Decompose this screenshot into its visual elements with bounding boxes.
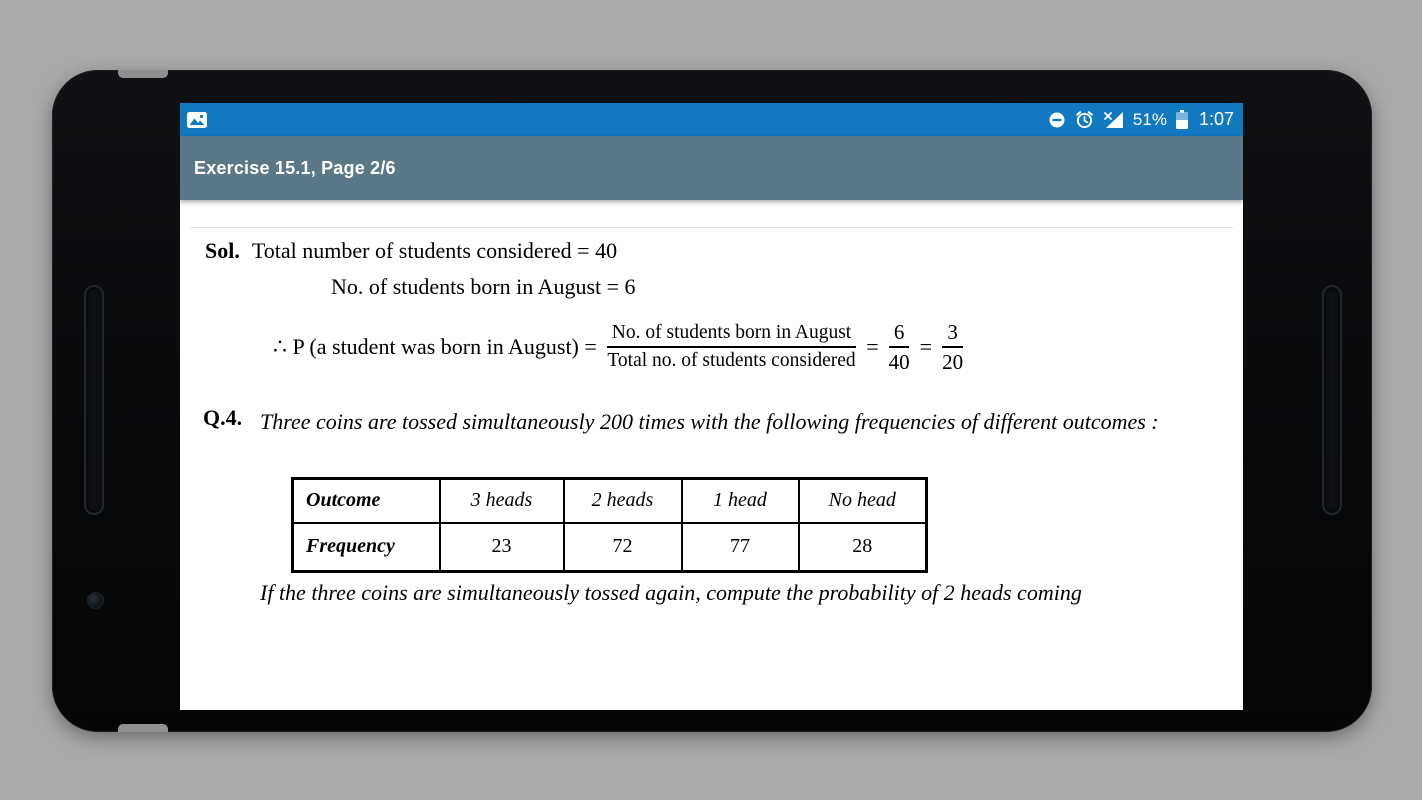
table-cell: 72 bbox=[564, 523, 682, 572]
do-not-disturb-icon bbox=[1048, 111, 1066, 129]
page-title: Exercise 15.1, Page 2/6 bbox=[194, 157, 396, 178]
fraction-denominator: 40 bbox=[888, 350, 910, 375]
fraction-numerator: No. of students born in August bbox=[607, 322, 856, 348]
right-edge-slot bbox=[1322, 285, 1342, 515]
battery-icon bbox=[1176, 110, 1188, 129]
question-continuation-text: If the three coins are simultaneously tossed again, compute the probability of 2 heads coming bbox=[260, 580, 1082, 605]
equals-sign: = bbox=[866, 334, 879, 360]
left-edge-slot bbox=[84, 285, 104, 515]
sol-label: Sol. bbox=[205, 238, 240, 263]
table-cell: No head bbox=[799, 479, 927, 523]
probability-prefix: ∴ P (a student was born in August) = bbox=[273, 334, 597, 360]
phone-frame bbox=[52, 70, 1372, 732]
table-cell: 28 bbox=[799, 523, 927, 572]
app-bar bbox=[180, 136, 1243, 200]
table-row bbox=[293, 523, 927, 572]
table-cell: 2 heads bbox=[564, 479, 682, 523]
question-label: Q.4. bbox=[203, 405, 243, 430]
question-text: Three coins are tossed simultaneously 200 times with the following frequencies of different outcomes : bbox=[260, 409, 1159, 434]
camera-dot bbox=[87, 592, 104, 609]
screen bbox=[180, 103, 1243, 710]
fraction-numerator: 3 bbox=[942, 320, 963, 348]
status-bar bbox=[180, 103, 1243, 136]
table-cell: 3 heads bbox=[440, 479, 564, 523]
text-fraction bbox=[607, 322, 856, 373]
table-cell: 23 bbox=[440, 523, 564, 572]
fraction-denominator: 20 bbox=[942, 350, 964, 375]
frequency-table bbox=[291, 477, 928, 573]
status-bar-left bbox=[187, 112, 207, 128]
clock-time: 1:07 bbox=[1198, 109, 1234, 129]
probability-equation bbox=[273, 320, 963, 374]
fraction-6-40 bbox=[889, 320, 910, 374]
fraction-numerator: 6 bbox=[889, 320, 910, 348]
table-cell: Frequency bbox=[293, 523, 440, 572]
table-row bbox=[293, 479, 927, 523]
solution-line-1 bbox=[205, 238, 617, 264]
table-cell: Outcome bbox=[293, 479, 440, 523]
table-cell: 77 bbox=[682, 523, 799, 572]
equals-sign: = bbox=[919, 334, 933, 360]
no-signal-icon bbox=[1103, 110, 1124, 129]
gallery-icon bbox=[187, 112, 207, 128]
page-top-edge bbox=[190, 227, 1233, 228]
antenna-band-bottom bbox=[118, 724, 168, 732]
table-wrap bbox=[291, 477, 928, 573]
antenna-band-top bbox=[118, 70, 168, 78]
battery-percent: 51% bbox=[1132, 109, 1167, 129]
status-bar-right bbox=[1048, 109, 1234, 130]
alarm-icon bbox=[1075, 110, 1094, 129]
fraction-denominator: Total no. of students considered bbox=[607, 350, 856, 372]
sol-text-1: Total number of students considered = 40 bbox=[251, 238, 618, 263]
fraction-3-20 bbox=[942, 320, 963, 374]
table-cell: 1 head bbox=[682, 479, 799, 523]
document-page[interactable] bbox=[180, 200, 1243, 710]
solution-line-2: No. of students born in August = 6 bbox=[331, 274, 636, 299]
